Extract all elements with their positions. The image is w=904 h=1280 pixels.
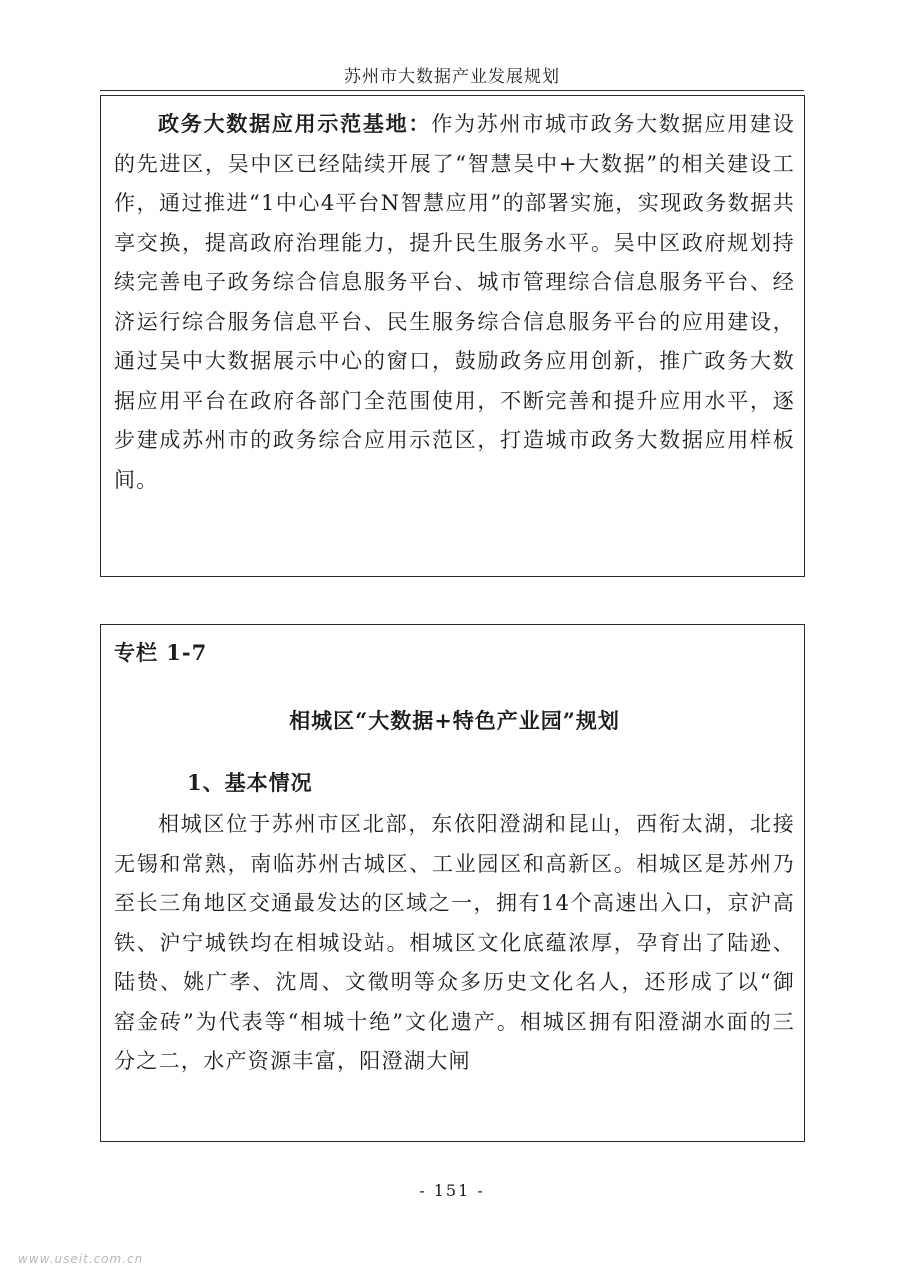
paragraph-zhengwu <box>114 104 795 500</box>
column-label: 专栏 1-7 <box>114 640 208 665</box>
column-box-1-7 <box>100 624 805 1142</box>
watermark: www.useit.com.cn <box>18 1252 144 1266</box>
paragraph-body: 作为苏州市城市政务大数据应用建设的先进区，吴中区已经陆续开展了“智慧吴中+大数据”的相关建设工作，通过推进“1中心4平台N智慧应用”的部署实施，实现政务数据共享交换，提高政府治理能力，提升民生服务水平。吴中区政府规划持续完善电子政务综合信息服务平台、城市管理综合信息服务平台、经济运行综合服务信息平台、民生服务综合信息服务平台的应用建设，通过吴中大数据展示中心的窗口，鼓励政务应用创新，推广政务大数据应用平台在政府各部门全范围使用，不断完善和提升应用水平，逐步建成苏州市的政务综合应用示范区，打造城市政务大数据应用样板间。 <box>114 112 795 492</box>
paragraph-xiangcheng: 相城区位于苏州市区北部，东依阳澄湖和昆山，西衔太湖，北接无锡和常熟，南临苏州古城区、工业园区和高新区。相城区是苏州乃至长三角地区交通最发达的区域之一，拥有14个高速出入口，京沪高铁、沪宁城铁均在相城设站。相城区文化底蕴浓厚，孕育出了陆逊、陆贽、姚广孝、沈周、文徵明等众多历史文化名人，还形成了以“御窑金砖”为代表等“相城十绝”文化遗产。相城区拥有阳澄湖水面的三分之二，水产资源丰富，阳澄湖大闸 <box>114 812 795 1073</box>
page-number: - 151 - <box>419 1181 485 1200</box>
header-rule <box>100 90 804 91</box>
section-heading: 1、基本情况 <box>187 770 313 795</box>
running-header: 苏州市大数据产业发展规划 <box>344 67 560 87</box>
text-box-zhengwu <box>100 95 805 577</box>
lead-heading: 政务大数据应用示范基地： <box>158 111 432 136</box>
column-title: 相城区“大数据+特色产业园”规划 <box>289 708 620 733</box>
